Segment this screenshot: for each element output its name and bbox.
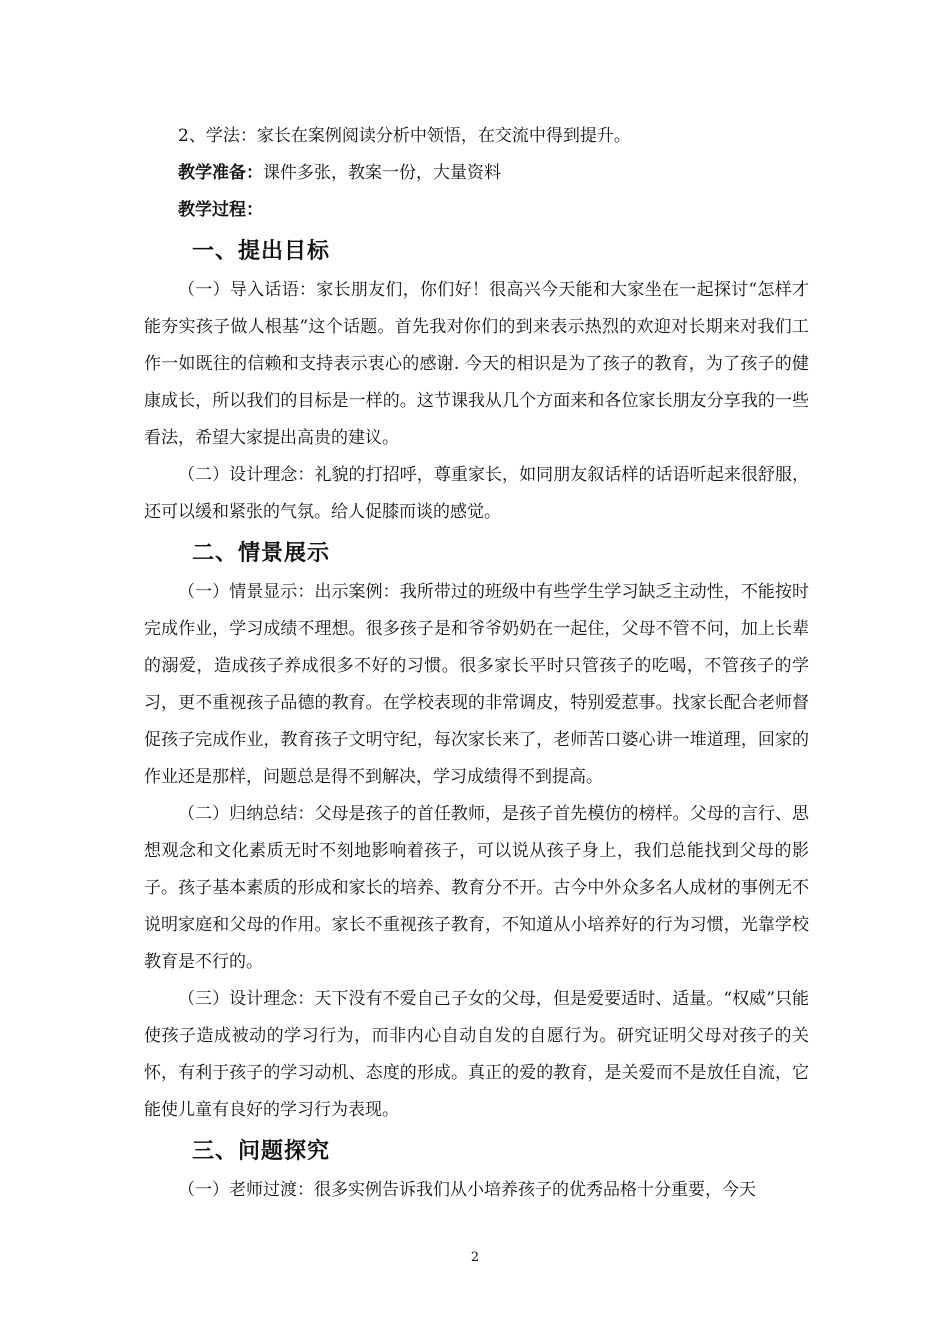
paragraph: （一）老师过渡：很多实例告诉我们从小培养孩子的优秀品格十分重要，今天 xyxy=(178,1180,756,1200)
prep-label: 教学准备： xyxy=(178,163,263,183)
page-content xyxy=(144,118,809,1209)
process-label: 教学过程： xyxy=(178,200,263,220)
section-heading: 一、提出目标 xyxy=(192,239,331,264)
page-number: 2 xyxy=(470,1250,480,1265)
study-method-line: 2、学法：家长在案例阅读分析中领悟，在交流中得到提升。 xyxy=(178,126,631,146)
paragraph: （一）导入话语：家长朋友们，你们好！很高兴今天能和大家坐在一起探讨“怎样才能夯实孩子做人根基”这个话题。首先我对你们的到来表示热烈的欢迎对长期来对我们工作一如既往的信赖和支持表示衷心的感谢. 今天的相识是为了孩子的教育，为了孩子的健康成长，所以我们的目标是一样的。这节课我从几个方面来和各位家长朋友分享我的一些看法，希望大家提出高贵的建议。 xyxy=(144,280,809,448)
paragraph: （三）设计理念：天下没有不爱自己子女的父母，但是爱要适时、适量。“权威”只能使孩子造成被动的学习行为，而非内心自动自发的自愿行为。研究证明父母对孩子的关怀，有利于孩子的学习动机、态度的形成。真正的爱的教育，是关爱而不是放任自流，它能使儿童有良好的学习行为表现。 xyxy=(144,989,809,1120)
prep-line xyxy=(144,155,809,192)
paragraph: （一）情景显示：出示案例：我所带过的班级中有些学生学习缺乏主动性，不能按时完成作业，学习成绩不理想。很多孩子是和爷爷奶奶在一起住，父母不管不问，加上长辈的溺爱，造成孩子养成很多不好的习惯。很多家长平时只管孩子的吃喝，不管孩子的学习，更不重视孩子品德的教育。在学校表现的非常调皮，特别爱惹事。找家长配合老师督促孩子完成作业，教育孩子文明守纪，每次家长来了，老师苦口婆心讲一堆道理，回家的作业还是那样，问题总是得不到解决，学习成绩得不到提高。 xyxy=(144,582,809,787)
paragraph: （二）归纳总结：父母是孩子的首任教师，是孩子首先模仿的榜样。父母的言行、思想观念和文化素质无时不刻地影响着孩子，可以说从孩子身上，我们总能找到父母的影子。孩子基本素质的形成和家长的培养、教育分不开。古今中外众多名人成材的事例无不说明家庭和父母的作用。家长不重视孩子教育，不知道从小培养好的行为习惯，光靠学校教育是不行的。 xyxy=(144,804,809,972)
prep-value: 课件多张，教案一份，大量资料 xyxy=(263,163,501,183)
section-heading: 三、问题探究 xyxy=(192,1139,331,1164)
section-heading: 二、情景展示 xyxy=(192,541,331,566)
paragraph: （二）设计理念：礼貌的打招呼，尊重家长，如同朋友叙话样的话语听起来很舒服，还可以缓和紧张的气氛。给人促膝而谈的感觉。 xyxy=(144,465,809,522)
